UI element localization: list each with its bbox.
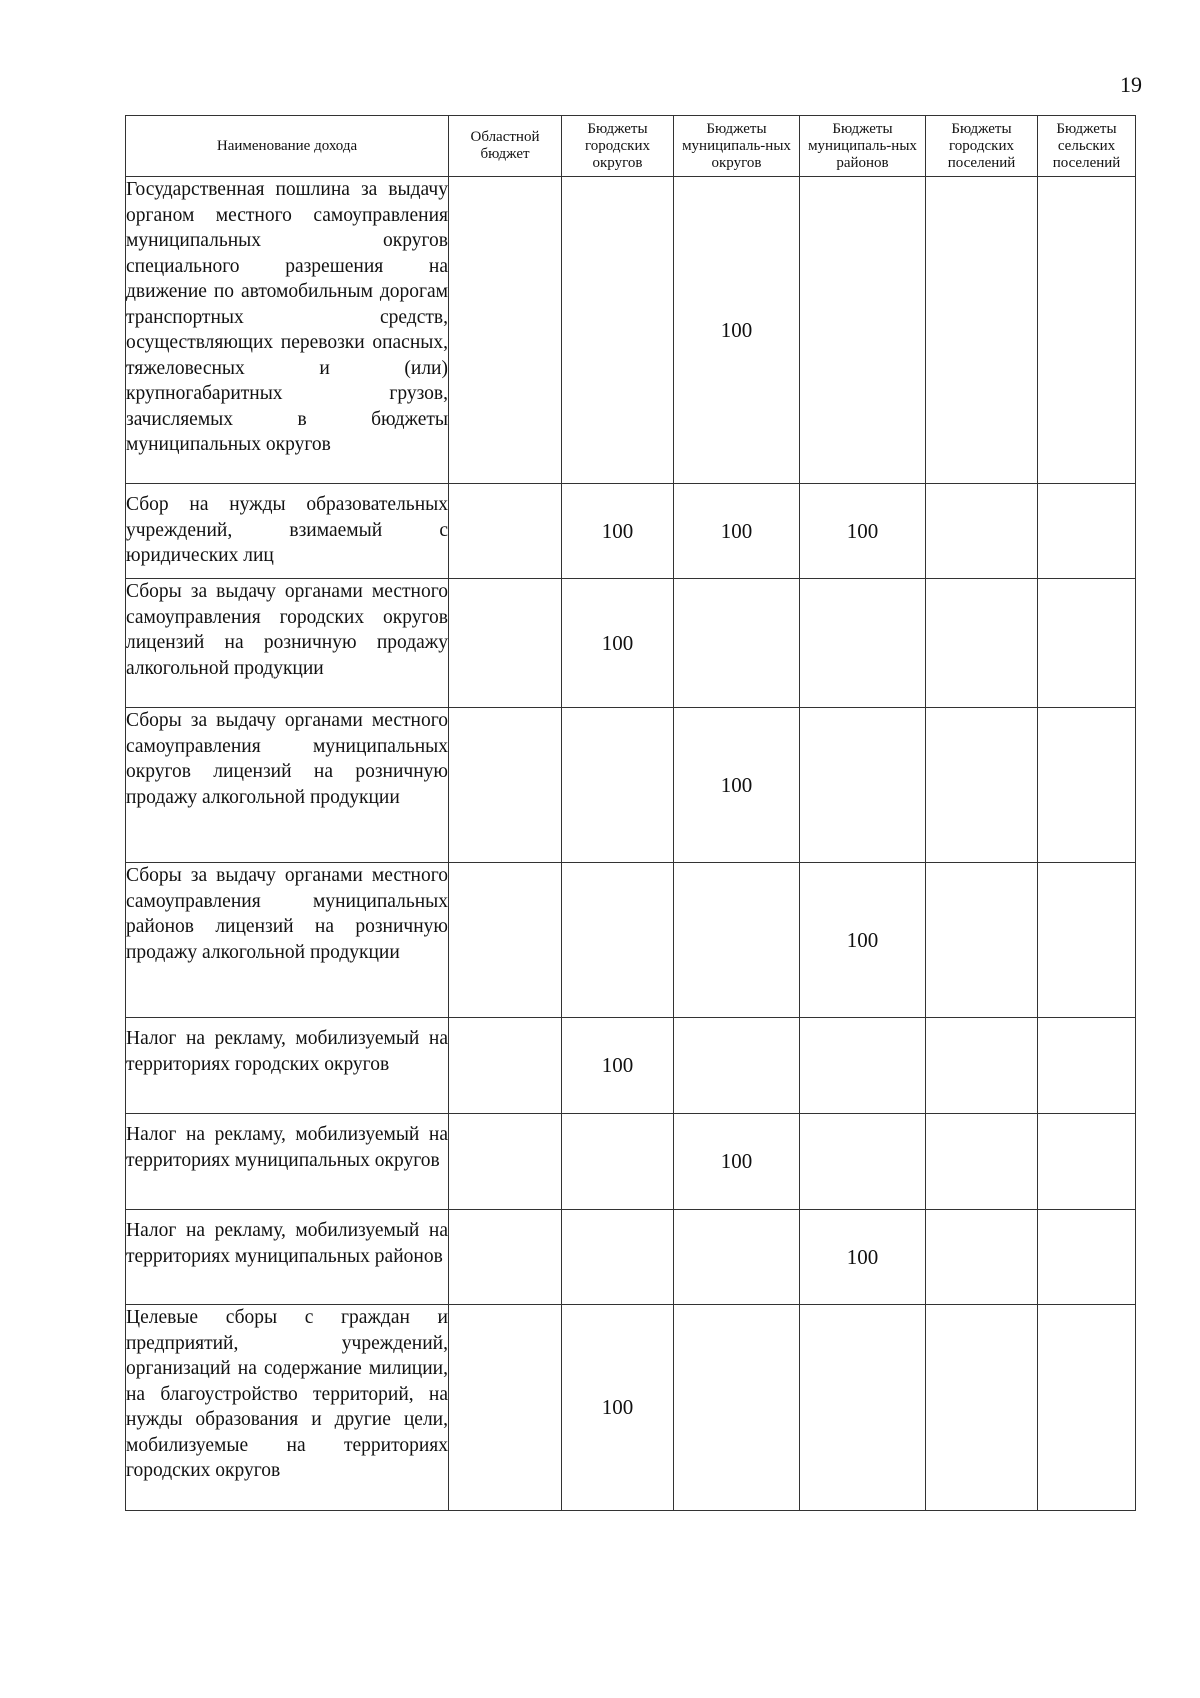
value-cell xyxy=(562,708,674,863)
value-cell xyxy=(1038,579,1136,708)
value-cell xyxy=(800,1018,926,1114)
value-cell xyxy=(926,579,1038,708)
page-number: 19 xyxy=(1120,72,1142,97)
value-cell xyxy=(926,1210,1038,1305)
value-cell xyxy=(800,1305,926,1511)
revenue-name-cell: Сбор на нужды образовательных учреждений, взимаемый с юридических лиц xyxy=(126,484,449,579)
value-cell xyxy=(926,863,1038,1018)
value-cell xyxy=(800,177,926,484)
header-urban-settlement-budgets: Бюджеты городских поселений xyxy=(926,116,1038,177)
value-cell xyxy=(449,177,562,484)
table-row xyxy=(126,863,1136,1018)
table-row xyxy=(126,177,1136,484)
value-cell xyxy=(449,579,562,708)
revenue-name-cell: Сборы за выдачу органами местного самоуправления муниципальных округов лицензий на розничную продажу алкогольной продукции xyxy=(126,708,449,863)
value-cell xyxy=(449,708,562,863)
revenue-name-cell: Государственная пошлина за выдачу органом местного самоуправления муниципальных округов специального разрешения на движение по автомобильным дорогам транспортных средств, осуществляющих перевозки опасных, тяжеловесных и (или) крупногабаритных грузов, зачисляемых в бюджеты муниципальных округов xyxy=(126,177,449,484)
value-cell xyxy=(449,1210,562,1305)
value-cell xyxy=(1038,1114,1136,1210)
value-cell xyxy=(674,1210,800,1305)
value-cell: 100 xyxy=(800,484,926,579)
value-cell xyxy=(562,1210,674,1305)
header-regional-budget: Областной бюджет xyxy=(449,116,562,177)
table-header-row xyxy=(126,116,1136,177)
header-rural-settlement-budgets: Бюджеты сельских поселений xyxy=(1038,116,1136,177)
value-cell xyxy=(449,863,562,1018)
header-urban-district-budgets: Бюджеты городских округов xyxy=(562,116,674,177)
value-cell xyxy=(562,177,674,484)
revenue-name-cell: Сборы за выдачу органами местного самоуправления городских округов лицензий на розничную продажу алкогольной продукции xyxy=(126,579,449,708)
value-cell xyxy=(800,579,926,708)
table-row xyxy=(126,1018,1136,1114)
revenue-name-cell: Налог на рекламу, мобилизуемый на территориях муниципальных районов xyxy=(126,1210,449,1305)
value-cell: 100 xyxy=(800,863,926,1018)
table-row xyxy=(126,1210,1136,1305)
value-cell xyxy=(674,1305,800,1511)
table-row xyxy=(126,1305,1136,1511)
revenue-name-cell: Налог на рекламу, мобилизуемый на территориях муниципальных округов xyxy=(126,1114,449,1210)
value-cell xyxy=(674,863,800,1018)
revenue-name-cell: Целевые сборы с граждан и предприятий, учреждений, организаций на содержание милиции, на благоустройство территорий, на нужды образования и другие цели, мобилизуемые на территориях городских округов xyxy=(126,1305,449,1511)
value-cell xyxy=(1038,708,1136,863)
revenue-name-cell: Налог на рекламу, мобилизуемый на территориях городских округов xyxy=(126,1018,449,1114)
value-cell xyxy=(674,579,800,708)
value-cell xyxy=(449,484,562,579)
value-cell: 100 xyxy=(562,1305,674,1511)
header-municipal-area-budgets: Бюджеты муниципаль-ных районов xyxy=(800,116,926,177)
value-cell xyxy=(800,1114,926,1210)
value-cell xyxy=(449,1114,562,1210)
value-cell xyxy=(926,177,1038,484)
value-cell xyxy=(1038,1305,1136,1511)
value-cell: 100 xyxy=(562,579,674,708)
value-cell: 100 xyxy=(674,484,800,579)
value-cell xyxy=(926,708,1038,863)
value-cell xyxy=(926,1305,1038,1511)
value-cell xyxy=(800,708,926,863)
table-row xyxy=(126,484,1136,579)
value-cell xyxy=(449,1018,562,1114)
revenue-distribution-table xyxy=(125,115,1136,1511)
value-cell xyxy=(926,484,1038,579)
value-cell: 100 xyxy=(674,708,800,863)
value-cell: 100 xyxy=(562,1018,674,1114)
value-cell xyxy=(1038,1018,1136,1114)
value-cell xyxy=(1038,484,1136,579)
value-cell xyxy=(449,1305,562,1511)
value-cell xyxy=(562,863,674,1018)
value-cell xyxy=(926,1018,1038,1114)
table-row xyxy=(126,579,1136,708)
table-row xyxy=(126,1114,1136,1210)
value-cell xyxy=(926,1114,1038,1210)
value-cell: 100 xyxy=(800,1210,926,1305)
revenue-name-cell: Сборы за выдачу органами местного самоуправления муниципальных районов лицензий на розничную продажу алкогольной продукции xyxy=(126,863,449,1018)
value-cell: 100 xyxy=(674,1114,800,1210)
value-cell xyxy=(674,1018,800,1114)
value-cell xyxy=(1038,177,1136,484)
value-cell xyxy=(1038,863,1136,1018)
value-cell: 100 xyxy=(674,177,800,484)
table-row xyxy=(126,708,1136,863)
value-cell: 100 xyxy=(562,484,674,579)
value-cell xyxy=(1038,1210,1136,1305)
header-municipal-district-budgets: Бюджеты муниципаль-ных округов xyxy=(674,116,800,177)
header-revenue-name: Наименование дохода xyxy=(126,116,449,177)
value-cell xyxy=(562,1114,674,1210)
